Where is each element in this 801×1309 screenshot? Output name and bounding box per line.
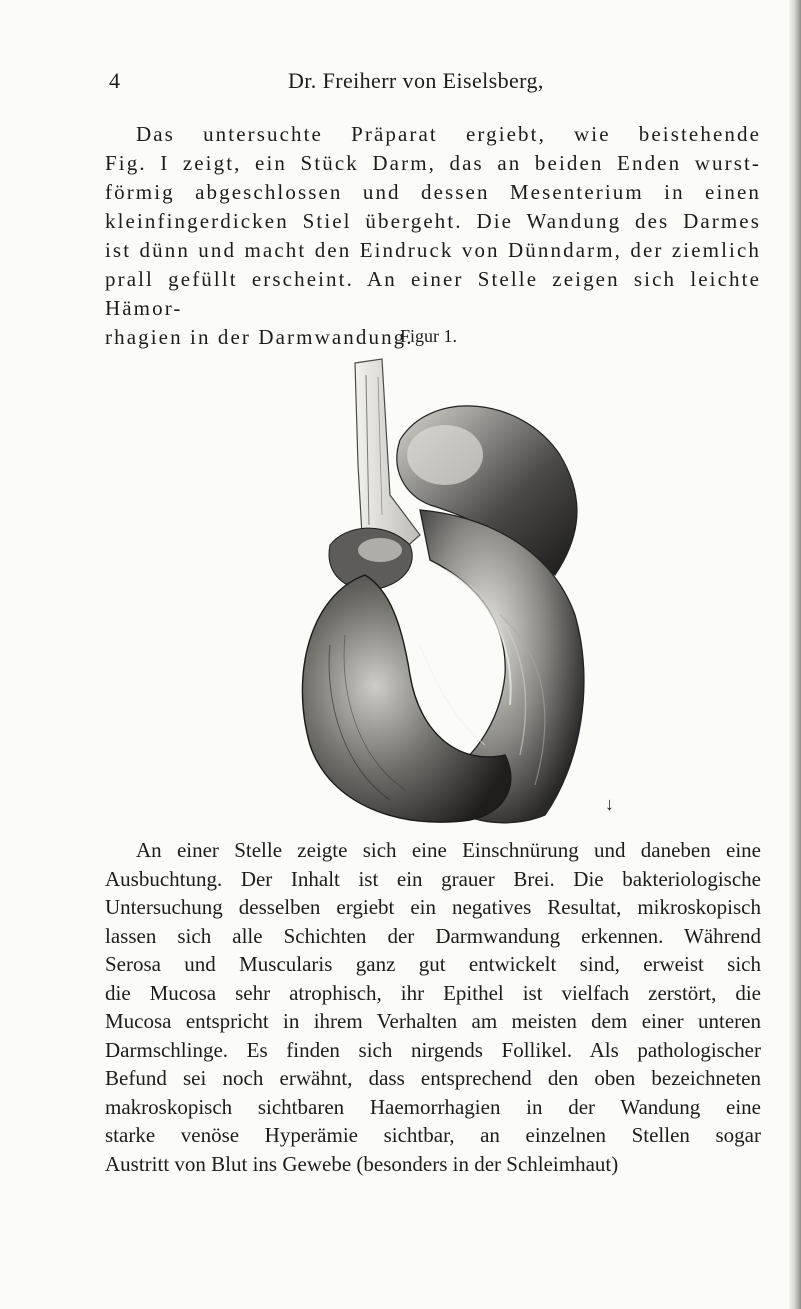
figure-marker: ↓ [605, 794, 614, 814]
text-line: Mucosa entspricht in ihrem Verhalten am meisten dem einer unteren [105, 1009, 761, 1033]
text-line: Ausbuchtung. Der Inhalt ist ein grauer Brei. Die bakteriologische [105, 866, 761, 891]
text-line: Das untersuchte Präparat ergiebt, wie beistehende [136, 122, 761, 146]
paragraph-intro [105, 120, 761, 352]
text-line: makroskopisch sichtbaren Haemorrhagien in der Wandung eine [105, 1094, 761, 1119]
text-line: lassen sich alle Schichten der Darmwandung erkennen. Während [105, 923, 761, 948]
text-line: Austritt von Blut ins Gewebe (besonders in der Schleimhaut) [105, 1151, 619, 1176]
intestine-specimen-illustration [270, 345, 630, 835]
highlight-shape [407, 425, 483, 485]
text-line: Fig. I zeigt, ein Stück Darm, das an beiden Enden wurst- [105, 151, 761, 175]
large-bulb-shape [302, 575, 510, 822]
text-line: kleinfingerdicken Stiel übergeht. Die Wandung des Darmes [105, 209, 761, 233]
page-edge-shadow [789, 0, 801, 1309]
text-line: Befund sei noch erwähnt, dass entsprechend den oben bezeichneten [105, 1066, 761, 1090]
text-line: Untersuchung desselben ergiebt ein negatives Resultat, mikroskopisch [105, 895, 761, 919]
figure-caption: Figur 1. [400, 326, 458, 346]
paragraph-findings [105, 836, 761, 1178]
text-line: förmig abgeschlossen und dessen Mesenterium in einen [105, 180, 761, 204]
text-line: prall gefüllt erscheint. An einer Stelle zeigen sich leichte Hämor- [105, 267, 761, 320]
text-line: Serosa und Muscularis ganz gut entwickelt sind, erweist sich [105, 952, 761, 976]
running-head: Dr. Freiherr von Eiselsberg, [288, 68, 544, 93]
text-line: die Mucosa sehr atrophisch, ihr Epithel ist vielfach zerstört, die [105, 980, 761, 1005]
highlight-shape [358, 538, 402, 562]
text-line: An einer Stelle zeigte sich eine Einschnürung und daneben eine [136, 838, 761, 862]
text-line: Darmschlinge. Es finden sich nirgends Follikel. Als pathologischer [105, 1037, 761, 1062]
text-line: ist dünn und macht den Eindruck von Dünndarm, der ziemlich [105, 238, 761, 262]
text-line: starke venöse Hyperämie sichtbar, an einzelnen Stellen sogar [105, 1123, 761, 1147]
page-number: 4 [109, 68, 120, 93]
text-line: rhagien in der Darmwandung. [105, 325, 414, 349]
